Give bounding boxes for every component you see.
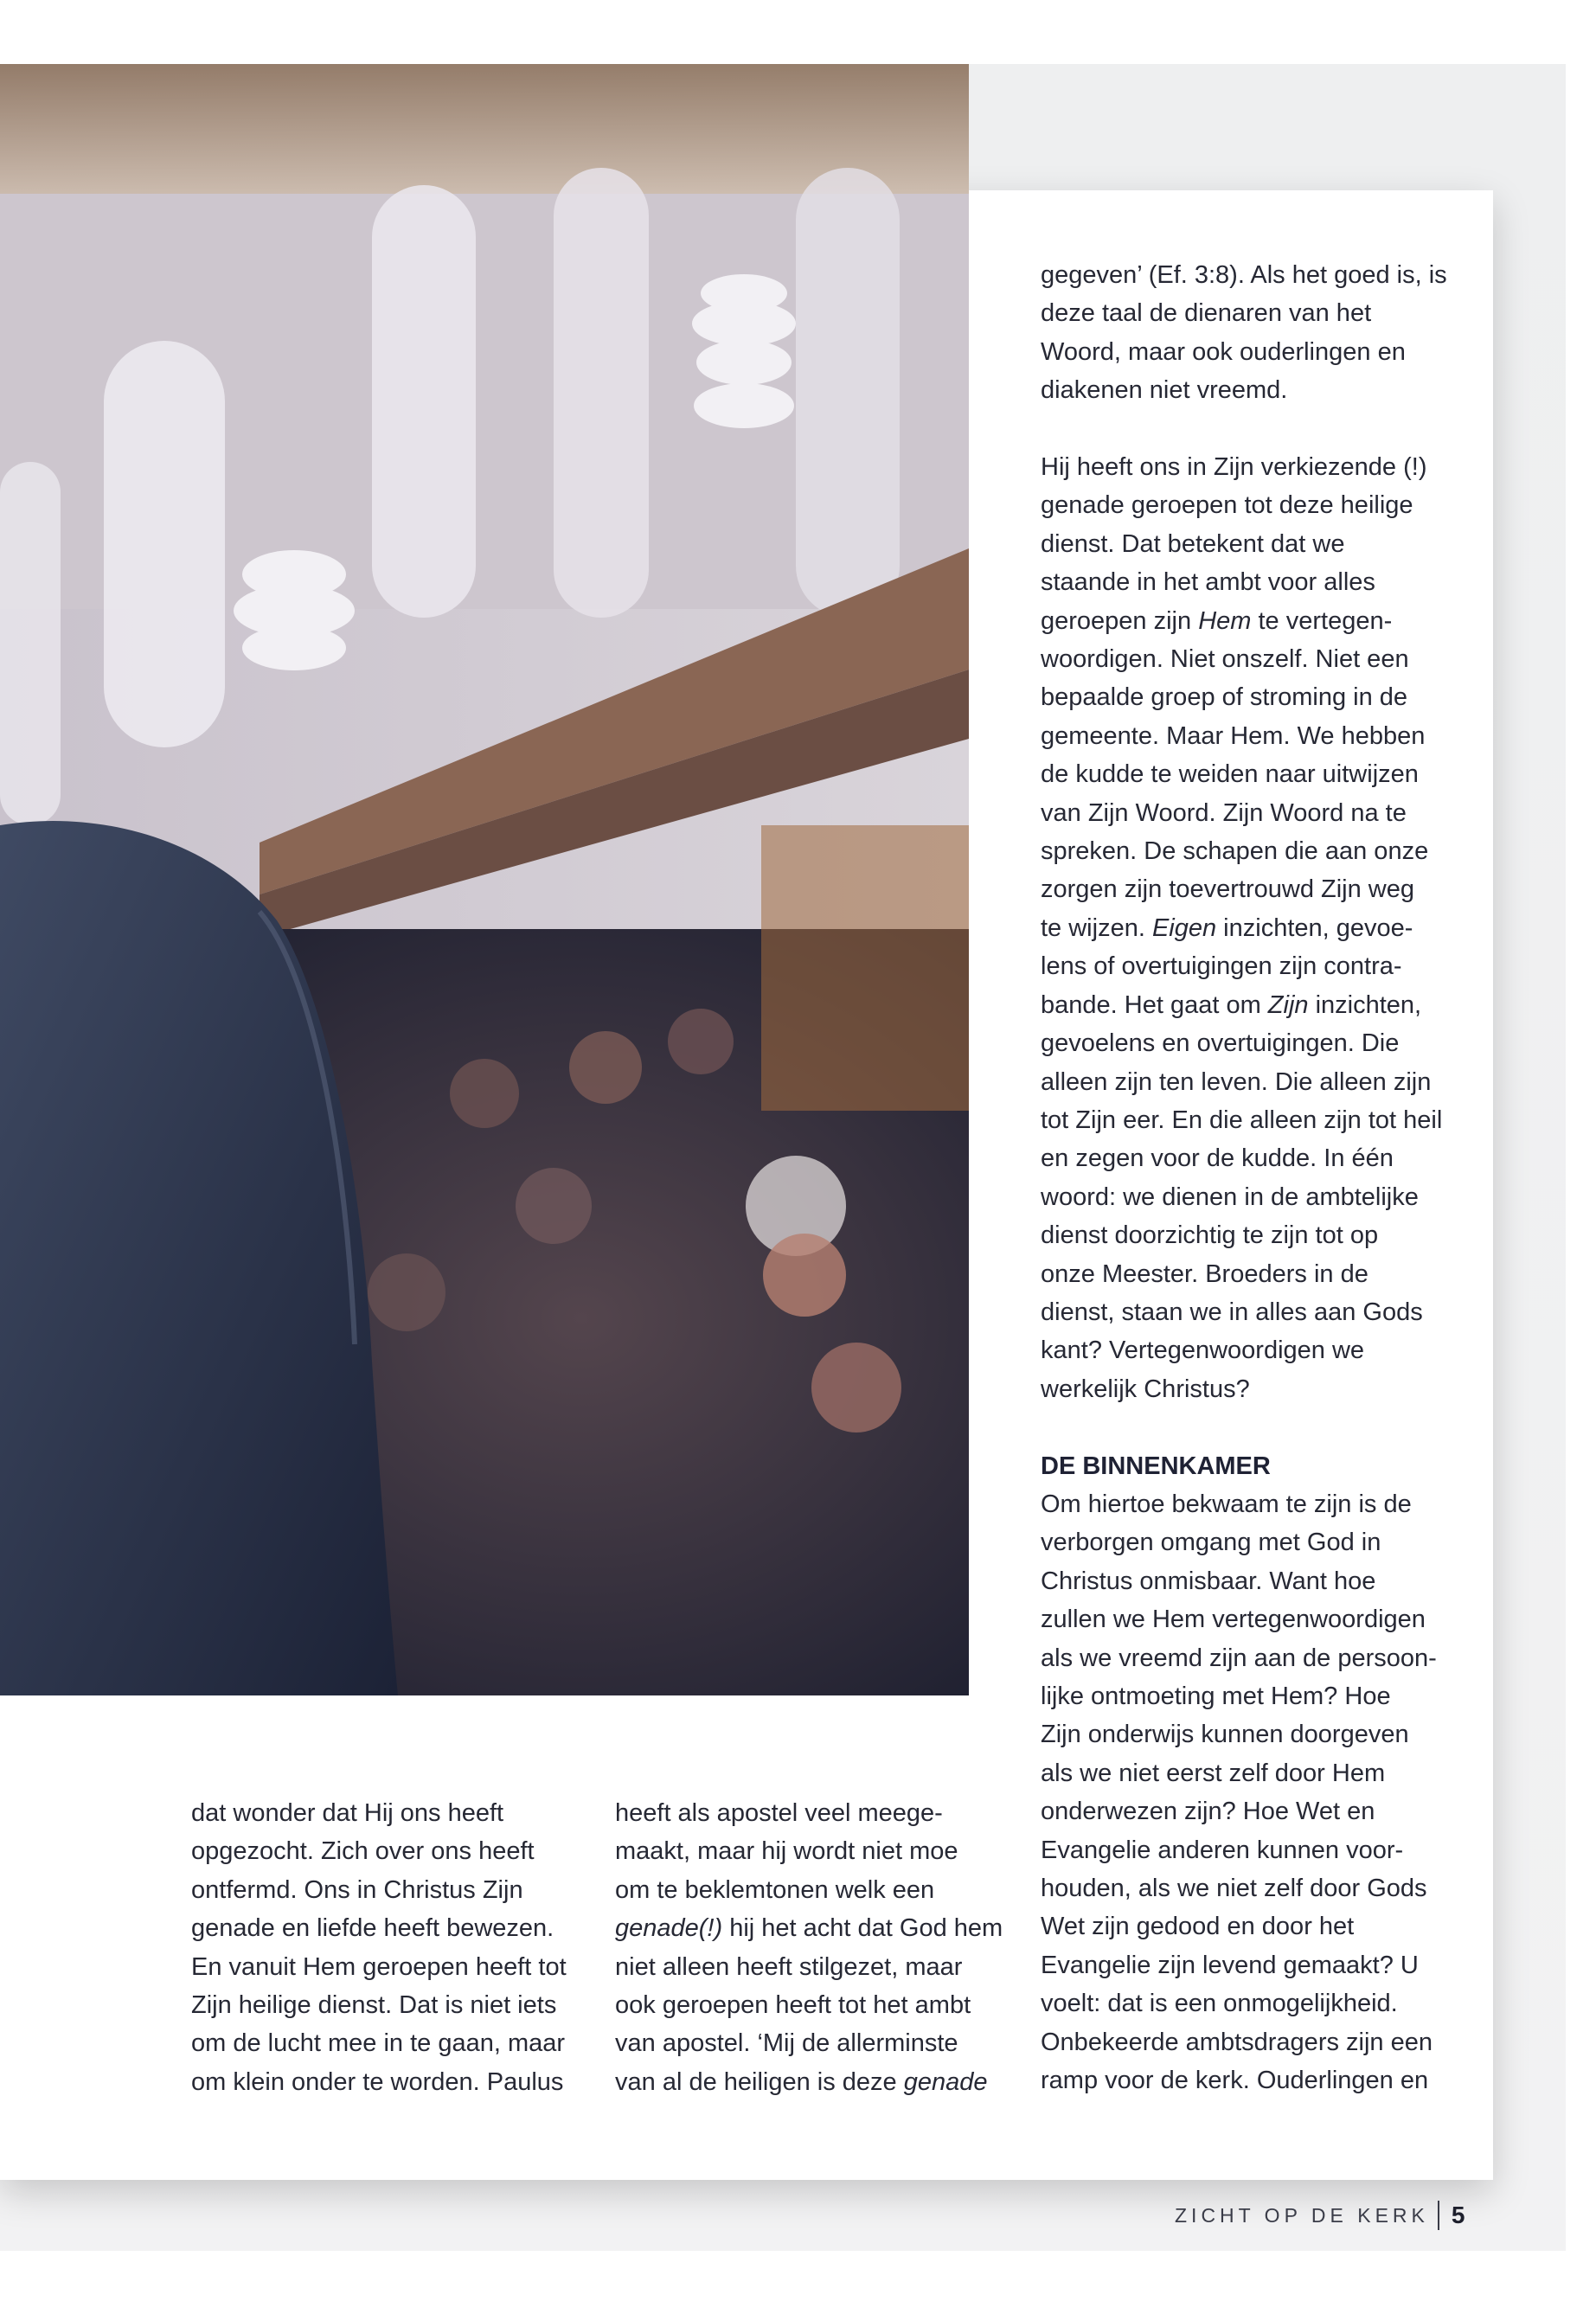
text-span: geroepen zijn: [1041, 606, 1199, 635]
text-line: [1041, 909, 1447, 947]
text-line: kant? Vertegenwoordigen we: [1041, 1336, 1365, 1365]
text-line: Om hiertoe bekwaam te zijn is de: [1041, 1490, 1412, 1518]
text-line: genade geroepen tot deze heilige: [1041, 491, 1413, 520]
text-line: dienst. Dat betekent dat we: [1041, 529, 1345, 558]
footer-divider: [1438, 2201, 1439, 2230]
text-line: niet alleen heeft stilgezet, maar: [615, 1952, 963, 1981]
text-line: lijke ontmoeting met Hem? Hoe: [1041, 1682, 1391, 1710]
page-number: 5: [1451, 2202, 1465, 2228]
paragraph-gap: [1041, 1408, 1447, 1446]
text-line: Evangelie anderen kunnen voor-: [1041, 1836, 1404, 1864]
text-line: gegeven’ (Ef. 3:8). Als het goed is, is: [1041, 261, 1447, 289]
emphasis: Zijn: [1267, 990, 1309, 1019]
text-line: dat wonder dat Hij ons heeft: [191, 1799, 504, 1827]
text-line: als we niet eerst zelf door Hem: [1041, 1759, 1386, 1787]
article-column-left: [191, 1794, 567, 2101]
text-line: [615, 1909, 1003, 1947]
emphasis: Eigen: [1151, 913, 1217, 942]
paragraph-gap: [1041, 410, 1447, 448]
article-column-right: [1041, 256, 1447, 2099]
text-line: verborgen omgang met God in: [1041, 1529, 1381, 1557]
emphasis: genade(!): [615, 1914, 723, 1943]
text-line: opgezocht. Zich over ons heeft: [191, 1837, 535, 1866]
text-line: [1041, 986, 1447, 1024]
text-line: van apostel. ‘Mij de allerminste: [615, 2029, 958, 2058]
text-line: om te beklemtonen welk een: [615, 1875, 935, 1904]
text-line: Christus onmisbaar. Want hoe: [1041, 1567, 1376, 1595]
text-span: van al de heiligen is deze: [615, 2067, 904, 2096]
text-line: woord: we dienen in de ambtelijke: [1041, 1183, 1419, 1211]
text-span: te wijzen.: [1041, 913, 1152, 942]
text-line: genade en liefde heeft bewezen.: [191, 1914, 554, 1943]
text-line: onze Meester. Broeders in de: [1041, 1259, 1368, 1288]
text-line: van Zijn Woord. Zijn Woord na te: [1041, 798, 1407, 827]
text-line: ontfermd. Ons in Christus Zijn: [191, 1875, 523, 1904]
text-line: Zijn heilige dienst. Dat is niet iets: [191, 1991, 557, 2020]
text-line: om klein onder te worden. Paulus: [191, 2067, 564, 2096]
text-line: gevoelens en overtuigingen. Die: [1041, 1029, 1400, 1058]
church-photo: [0, 64, 969, 1695]
text-line: zorgen zijn toevertrouwd Zijn weg: [1041, 875, 1414, 904]
text-line: Onbekeerde ambtsdragers zijn een: [1041, 2028, 1433, 2056]
text-line: Hij heeft ons in Zijn verkiezende (!): [1041, 453, 1427, 482]
text-line: ook geroepen heeft tot het ambt: [615, 1991, 971, 2020]
text-span: inzichten, gevoe-: [1216, 913, 1413, 942]
text-line: diakenen niet vreemd.: [1041, 376, 1288, 405]
emphasis: Hem: [1198, 606, 1252, 635]
text-line: [615, 2063, 1003, 2101]
text-line: En vanuit Hem geroepen heeft tot: [191, 1952, 567, 1981]
text-line: Zijn onderwijs kunnen doorgeven: [1041, 1721, 1409, 1749]
text-line: voelt: dat is een onmogelijkheid.: [1041, 1990, 1398, 2018]
text-line: Woord, maar ook ouderlingen en: [1041, 337, 1406, 366]
text-line: deze taal de dienaren van het: [1041, 299, 1372, 328]
text-line: tot Zijn eer. En die alleen zijn tot heil: [1041, 1106, 1443, 1134]
text-line: als we vreemd zijn aan de persoon-: [1041, 1644, 1437, 1672]
page-footer: [1175, 2201, 1465, 2230]
text-span: hij het acht dat God hem: [722, 1914, 1003, 1943]
text-line: zullen we Hem vertegenwoordigen: [1041, 1606, 1426, 1634]
text-span: te vertegen-: [1251, 606, 1393, 635]
text-line: de kudde te weiden naar uitwijzen: [1041, 760, 1419, 789]
text-line: bepaalde groep of stroming in de: [1041, 683, 1408, 712]
text-line: maakt, maar hij wordt niet moe: [615, 1837, 958, 1866]
emphasis: genade: [903, 2067, 988, 2096]
text-line: dienst doorzichtig te zijn tot op: [1041, 1221, 1379, 1250]
text-span: bande. Het gaat om: [1041, 990, 1268, 1019]
magazine-name: ZICHT OP DE KERK: [1175, 2203, 1429, 2227]
text-line: lens of overtuigingen zijn contra-: [1041, 952, 1402, 981]
text-line: werkelijk Christus?: [1041, 1375, 1250, 1403]
article-column-middle: [615, 1794, 1003, 2101]
text-line: staande in het ambt voor alles: [1041, 568, 1375, 597]
text-line: Wet zijn gedood en door het: [1041, 1913, 1355, 1941]
text-line: onderwezen zijn? Hoe Wet en: [1041, 1798, 1375, 1826]
text-span: inzichten,: [1308, 990, 1422, 1019]
text-line: alleen zijn ten leven. Die alleen zijn: [1041, 1067, 1432, 1096]
text-line: dienst, staan we in alles aan Gods: [1041, 1298, 1423, 1326]
text-line: [1041, 602, 1447, 640]
text-line: om de lucht mee in te gaan, maar: [191, 2029, 566, 2058]
text-line: gemeente. Maar Hem. We hebben: [1041, 721, 1426, 750]
text-line: en zegen voor de kudde. In één: [1041, 1144, 1394, 1173]
text-line: woordigen. Niet onszelf. Niet een: [1041, 645, 1409, 674]
text-line: heeft als apostel veel meege-: [615, 1799, 943, 1827]
text-line: Evangelie zijn levend gemaakt? U: [1041, 1951, 1419, 1979]
text-line: spreken. De schapen die aan onze: [1041, 837, 1429, 866]
text-line: ramp voor de kerk. Ouderlingen en: [1041, 2067, 1429, 2095]
section-heading: DE BINNENKAMER: [1041, 1452, 1271, 1480]
text-line: houden, als we niet zelf door Gods: [1041, 1875, 1427, 1903]
